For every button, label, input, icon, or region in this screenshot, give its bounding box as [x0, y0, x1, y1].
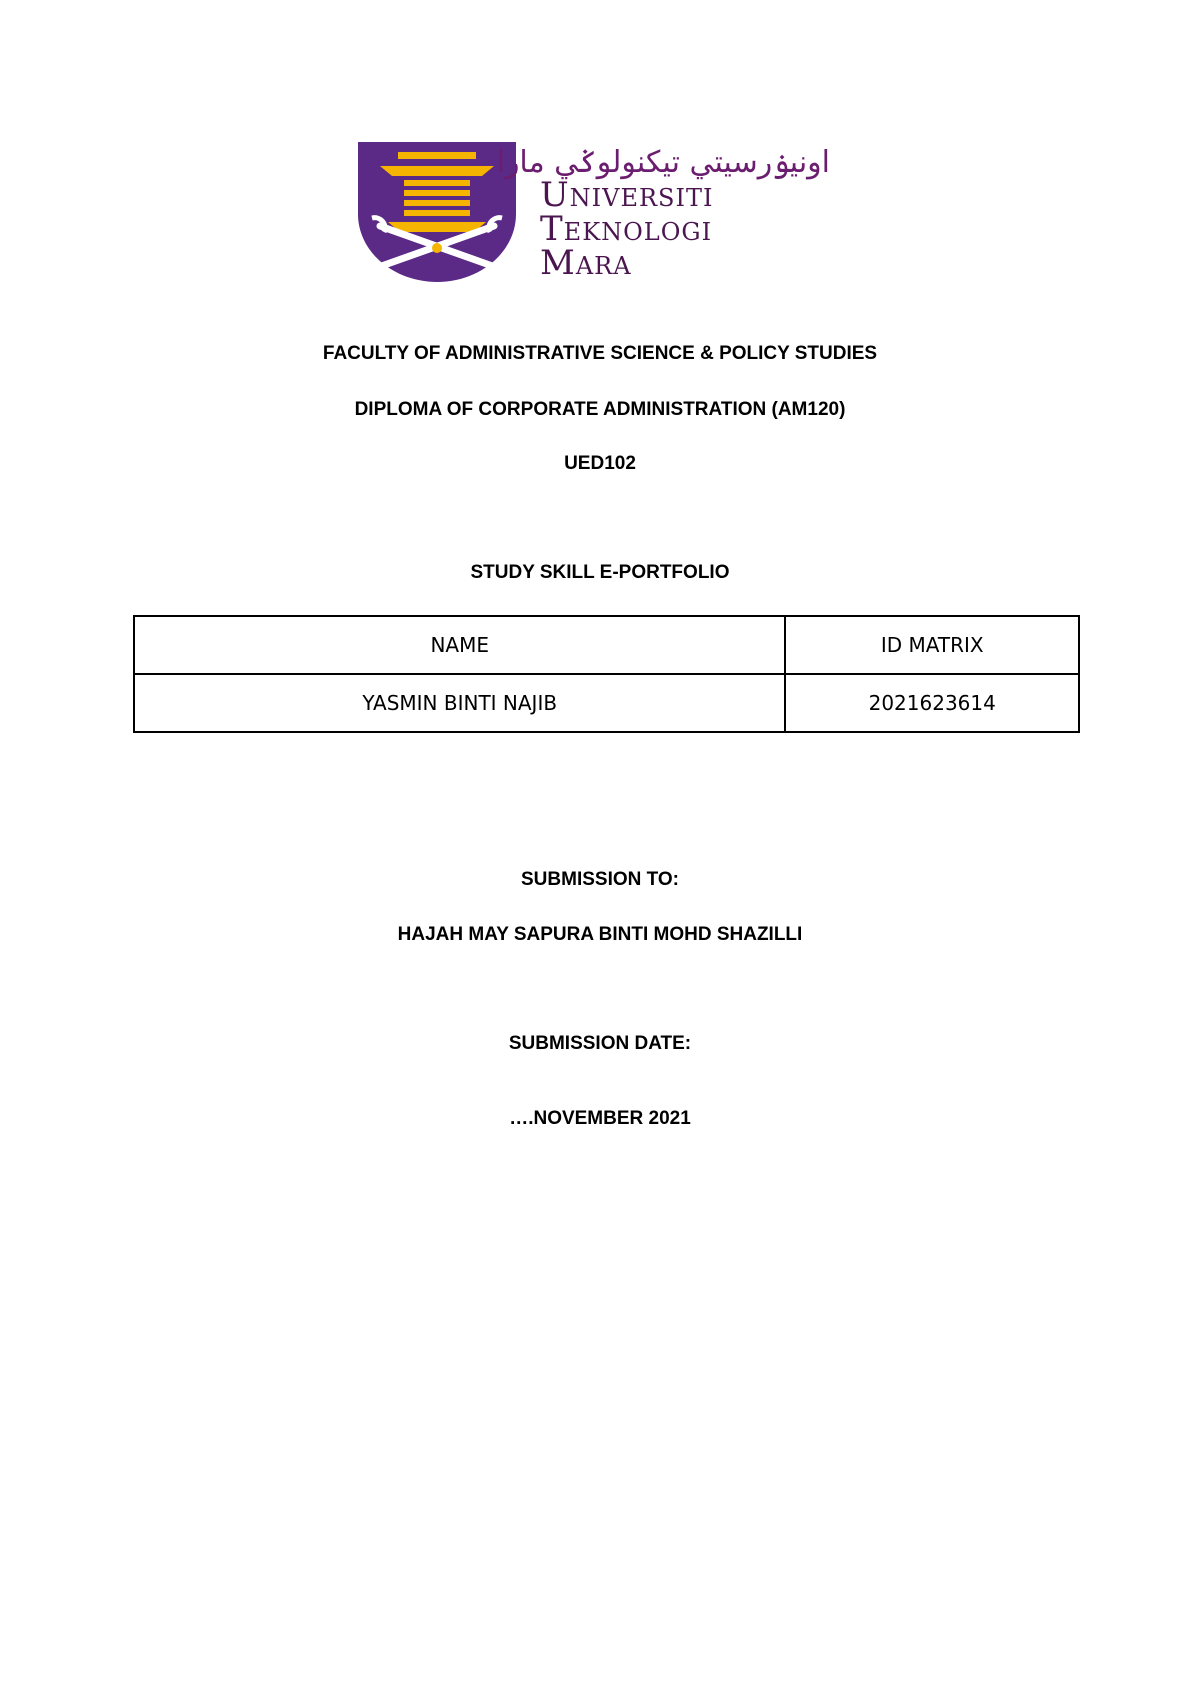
jawi-script-text: اونيۏرسيتي تيكنولوݢي مارا	[496, 145, 830, 180]
document-title: STUDY SKILL E-PORTFOLIO	[470, 562, 730, 583]
student-info-table	[133, 615, 1080, 733]
submission-date-label: SUBMISSION DATE:	[508, 1033, 692, 1054]
course-code: UED102	[564, 453, 636, 474]
submission-to-label: SUBMISSION TO:	[521, 869, 679, 890]
wordmark-line-1: Universiti	[540, 175, 714, 215]
university-logo	[358, 142, 828, 282]
university-wordmark	[496, 142, 830, 283]
lecturer-name: HAJAH MAY SAPURA BINTI MOHD SHAZILLI	[397, 924, 803, 945]
student-id-cell: 2021623614	[785, 674, 1079, 732]
student-name-cell: YASMIN BINTI NAJIB	[134, 674, 785, 732]
wordmark-line-2: Teknologi	[540, 209, 713, 249]
table-row	[134, 674, 1079, 732]
id-matrix-header: ID MATRIX	[785, 616, 1079, 674]
name-header: NAME	[134, 616, 785, 674]
faculty-heading: FACULTY OF ADMINISTRATIVE SCIENCE & POLICY STUDIES	[322, 343, 878, 364]
submission-date: ….NOVEMBER 2021	[509, 1108, 691, 1129]
wordmark-line-3: Mara	[540, 243, 632, 283]
table-header-row	[134, 616, 1079, 674]
diploma-heading: DIPLOMA OF CORPORATE ADMINISTRATION (AM120)	[354, 399, 846, 420]
uitm-emblem-icon	[358, 142, 516, 282]
